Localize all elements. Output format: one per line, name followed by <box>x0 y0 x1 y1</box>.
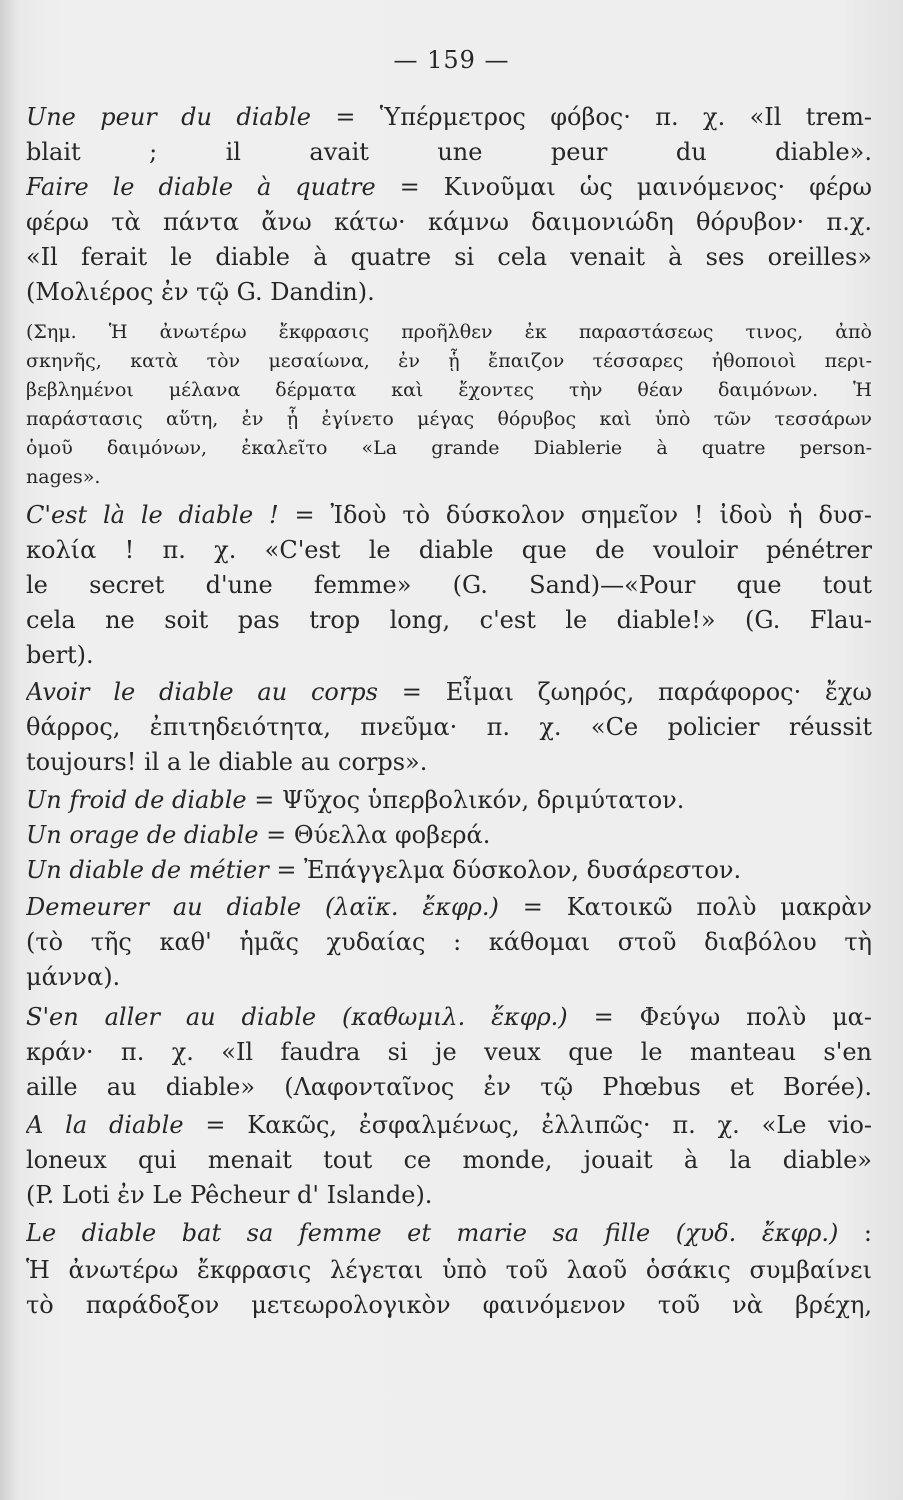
definition-text: (Μολιέρος ἐν τῷ G. Dandin). <box>26 278 375 306</box>
headword: Un orage de diable <box>26 821 259 849</box>
definition-text: κράν· π. χ. «Il faudra si je veux que le manteau s'en <box>26 1038 872 1066</box>
line-content <box>26 1035 872 1070</box>
line-content <box>26 135 872 170</box>
definition-text: (τὸ τῆς καθ' ἡμᾶς χυδαίας : κάθομαι στοῦ διαβόλου τὴ <box>26 928 872 956</box>
line-content <box>26 240 872 275</box>
definition-text: = Ἐπάγγελμα δύσκολον, δυσάρεστον. <box>268 856 742 884</box>
line-content <box>26 1178 872 1213</box>
line-content <box>26 1216 872 1251</box>
text-line <box>26 318 872 347</box>
definition-text: bert). <box>26 641 94 669</box>
definition-text: = Φεύγω πολὺ μα- <box>567 1003 872 1031</box>
line-content <box>26 463 872 492</box>
definition-text: cela ne soit pas trop long, c'est le diable!» (G. Flau- <box>26 606 872 634</box>
line-content <box>26 533 872 568</box>
line-content <box>26 745 872 780</box>
definition-text: φέρω τὰ πάντα ἄνω κάτω· κάμνω δαιμονιώδη θόρυβον· π.χ. <box>26 208 872 236</box>
line-content <box>26 638 872 673</box>
line-content <box>26 347 872 376</box>
definition-text: παράστασις αὕτη, ἐν ᾗ ἐγίνετο μέγας θόρυβος καὶ ὑπὸ τῶν τεσσάρων <box>26 408 872 430</box>
text-line <box>26 890 872 925</box>
headword: C'est là le diable ! <box>26 501 279 529</box>
line-content <box>26 783 872 818</box>
definition-text: blait ; il avait une peur du diable». <box>26 138 872 166</box>
line-content <box>26 675 872 710</box>
definition-text: (P. Loti ἐν Le Pêcheur d' Islande). <box>26 1181 433 1209</box>
line-content <box>26 710 872 745</box>
definition-text: aille au diable» (Λαφονταῖνος ἐν τῷ Phœbus et Borée). <box>26 1073 872 1101</box>
text-line <box>26 170 872 205</box>
line-content <box>26 1143 872 1178</box>
text-line <box>26 498 872 533</box>
line-content <box>26 1000 872 1035</box>
headword: Avoir le diable au corps <box>26 678 378 706</box>
line-content <box>26 603 872 638</box>
headword: A la diable <box>26 1111 184 1139</box>
text-line <box>26 745 872 780</box>
headword: Demeurer au diable (λαϊκ. ἔκφρ.) <box>26 893 499 921</box>
headword: S'en aller au diable (καθωμιλ. ἔκφρ.) <box>26 1003 568 1031</box>
text-line <box>26 463 872 492</box>
line-content <box>26 405 872 434</box>
line-content <box>26 1070 872 1105</box>
line-content <box>26 1288 872 1323</box>
headword: Un diable de métier <box>26 856 269 884</box>
definition-text: nages». <box>26 466 101 488</box>
line-content <box>26 170 872 205</box>
text-line <box>26 405 872 434</box>
line-content <box>26 318 872 347</box>
definition-text: = Θύελλα φοβερά. <box>258 821 491 849</box>
definition-text: = Κινοῦμαι ὡς μαινόμενος· φέρω <box>375 173 872 201</box>
headword: Une peur du diable <box>26 103 311 131</box>
text-line <box>26 783 872 818</box>
definition-text: τὸ παράδοξον μετεωρολογικὸν φαινόμενον τοῦ νὰ βρέχη, <box>26 1291 872 1319</box>
line-content <box>26 205 872 240</box>
definition-text: Ἡ ἀνωτέρω ἔκφρασις λέγεται ὑπὸ τοῦ λαοῦ ὁσάκις συμβαίνει <box>26 1256 872 1284</box>
definition-text: ὁμοῦ δαιμόνων, ἐκαλεῖτο «La grande Diablerie à quatre person- <box>26 437 872 459</box>
definition-text: = Ἰδοὺ τὸ δύσκολον σημεῖον ! ἰδοὺ ἡ δυσ- <box>278 501 872 529</box>
text-line <box>26 434 872 463</box>
text-line <box>26 1216 872 1251</box>
text-line <box>26 100 872 135</box>
definition-text: θάρρος, ἐπιτηδειότητα, πνεῦμα· π. χ. «Ce policier réussit <box>26 713 872 741</box>
text-line <box>26 1178 872 1213</box>
text-line <box>26 1288 872 1323</box>
line-content <box>26 434 872 463</box>
text-line <box>26 603 872 638</box>
text-line <box>26 275 872 310</box>
line-content <box>26 853 872 888</box>
line-content <box>26 925 872 960</box>
definition-text: μάννα). <box>26 963 121 991</box>
text-line <box>26 638 872 673</box>
text-line <box>26 1000 872 1035</box>
text-line <box>26 135 872 170</box>
headword: Le diable bat sa femme et marie sa fille (χυδ. ἔκφρ.) <box>26 1219 839 1247</box>
definition-text: : <box>838 1219 872 1247</box>
definition-text: = Κατοικῶ πολὺ μακρὰν <box>498 893 872 921</box>
text-line <box>26 347 872 376</box>
line-content <box>26 275 872 310</box>
text-line <box>26 710 872 745</box>
text-line <box>26 1035 872 1070</box>
line-content <box>26 818 872 853</box>
text-line <box>26 960 872 995</box>
headword: Faire le diable à quatre <box>26 173 376 201</box>
text-line <box>26 533 872 568</box>
text-line <box>26 568 872 603</box>
definition-text: = Ψῦχος ὑπερβολικόν, δριμύτατον. <box>246 786 685 814</box>
headword: Un froid de diable <box>26 786 247 814</box>
definition-text: le secret d'une femme» (G. Sand)—«Pour que tout <box>26 571 872 599</box>
line-content <box>26 960 872 995</box>
text-line <box>26 818 872 853</box>
line-content <box>26 1253 872 1288</box>
definition-text: (Σημ. Ἡ ἀνωτέρω ἔκφρασις προῆλθεν ἐκ παραστάσεως τινος, ἀπὸ <box>26 321 872 343</box>
definition-text: loneux qui menait tout ce monde, jouait à la diable» <box>26 1146 872 1174</box>
definition-text: = Εἶμαι ζωηρός, παράφορος· ἔχω <box>378 678 872 706</box>
line-content <box>26 498 872 533</box>
text-line <box>26 675 872 710</box>
line-content <box>26 890 872 925</box>
line-content <box>26 1108 872 1143</box>
text-line <box>26 205 872 240</box>
text-line <box>26 240 872 275</box>
line-content <box>26 568 872 603</box>
definition-text: = Ὑπέρμετρος φόβος· π. χ. «Il trem- <box>310 103 872 131</box>
text-line <box>26 1108 872 1143</box>
text-line <box>26 853 872 888</box>
line-content <box>26 376 872 405</box>
definition-text: σκηνῆς, κατὰ τὸν μεσαίωνα, ἐν ᾗ ἔπαιζον τέσσαρες ἠθοποιοὶ περι- <box>26 350 872 372</box>
definition-text: κολία ! π. χ. «C'est le diable que de vouloir pénétrer <box>26 536 872 564</box>
definition-text: = Κακῶς, ἐσφαλμένως, ἐλλιπῶς· π. χ. «Le vio- <box>183 1111 872 1139</box>
definition-text: toujours! il a le diable au corps». <box>26 748 428 776</box>
text-line <box>26 1070 872 1105</box>
page-number: — 159 — <box>393 46 510 74</box>
definition-text: «Il ferait le diable à quatre si cela venait à ses oreilles» <box>26 243 872 271</box>
text-line <box>26 376 872 405</box>
definition-text: βεβλημένοι μέλανα δέρματα καὶ ἔχοντες τὴν θέαν δαιμόνων. Ἡ <box>26 379 872 401</box>
text-line <box>26 1143 872 1178</box>
text-line <box>26 925 872 960</box>
text-line <box>26 1253 872 1288</box>
line-content <box>26 100 872 135</box>
